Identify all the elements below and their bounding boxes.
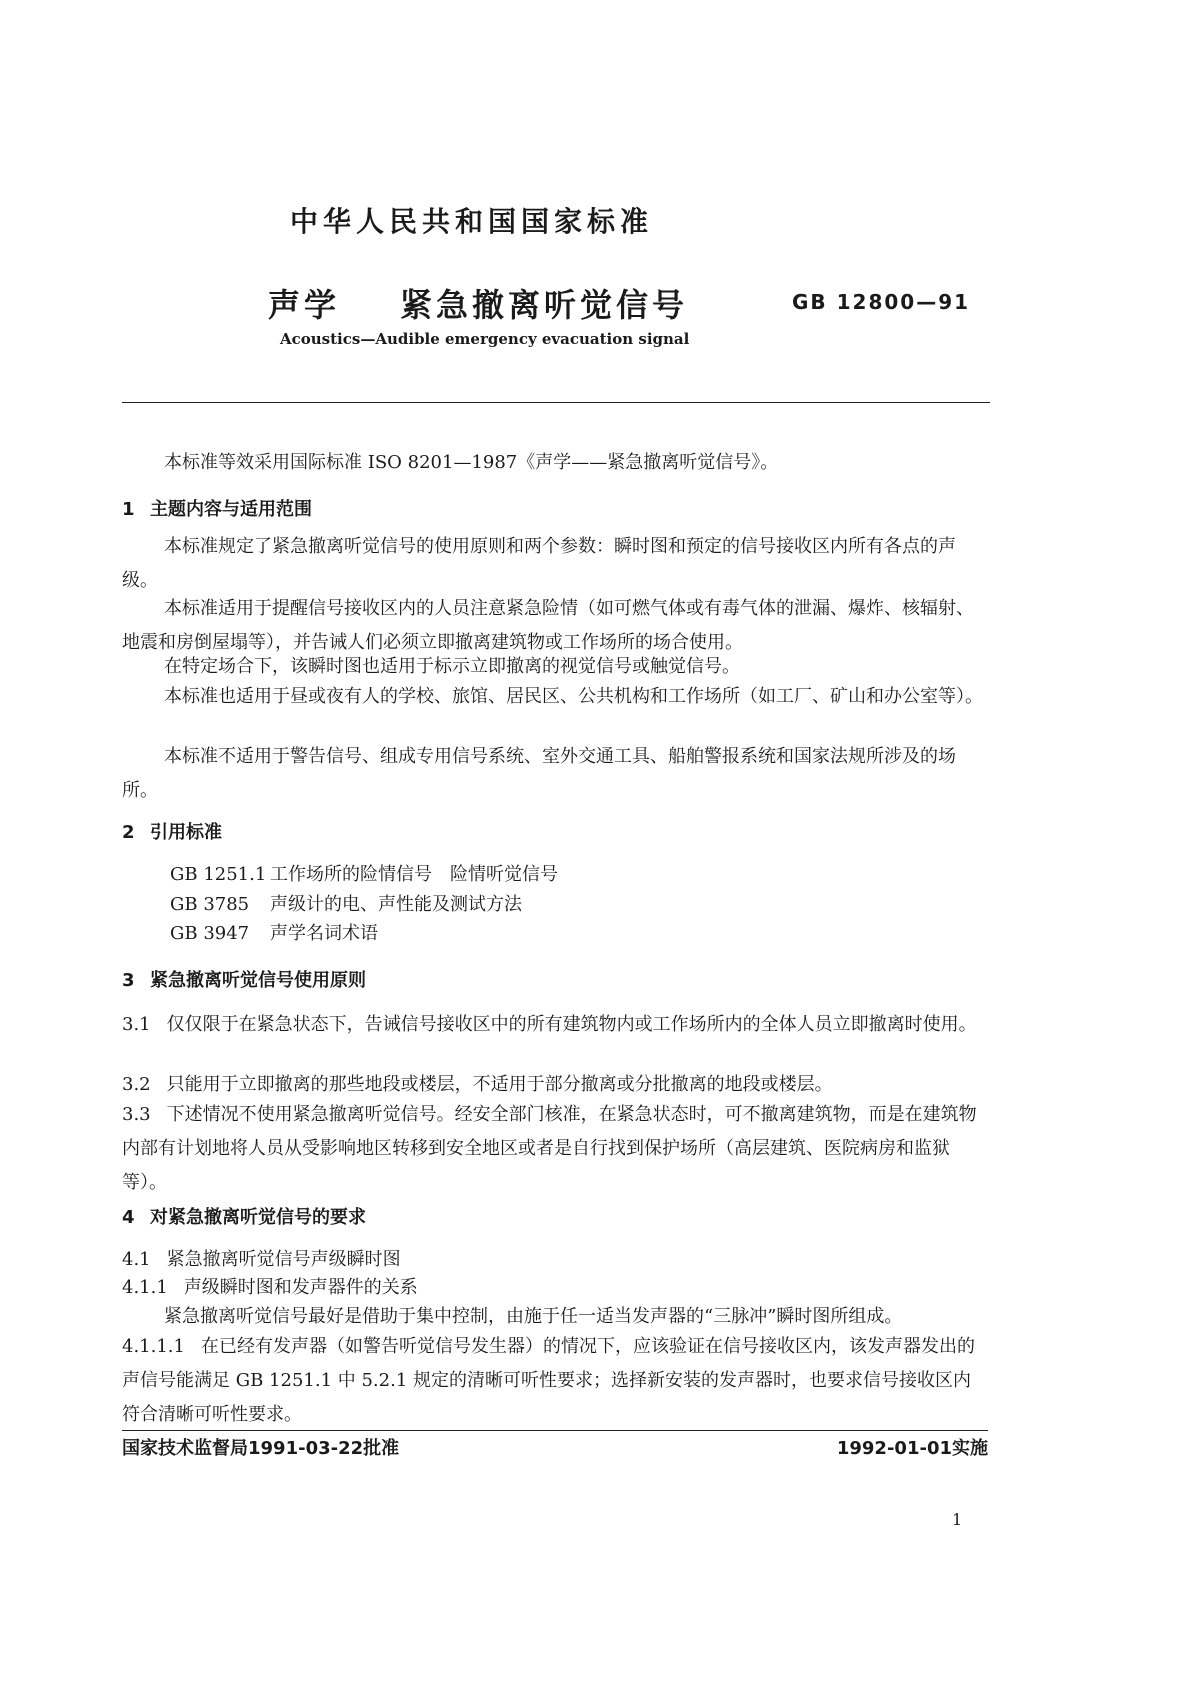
section-3-title: 紧急撤离听觉信号使用原则	[150, 970, 366, 991]
header-divider	[122, 402, 990, 403]
title-cn-part2: 紧急撤离听觉信号	[400, 286, 689, 324]
clause-4-1-1-number: 4.1.1	[122, 1277, 168, 1298]
standard-code: GB 12800—91	[792, 290, 971, 314]
clause-3-1	[122, 1008, 988, 1042]
clause-3-3-text: 下述情况不使用紧急撤离听觉信号。经安全部门核准，在紧急状态时，可不撤离建筑物，而是在建筑物内部有计划地将人员从受影响地区转移到安全地区或者是自行找到保护场所（高层建筑、医院病房和监狱等）。	[122, 1104, 977, 1193]
section-4-heading	[122, 1203, 366, 1229]
intro-paragraph: 本标准等效采用国际标准 ISO 8201—1987《声学——紧急撤离听觉信号》。	[164, 452, 779, 473]
effective-date: 1992-01-01实施	[836, 1438, 988, 1459]
section-1-number: 1	[122, 499, 135, 520]
section-4-title: 对紧急撤离听觉信号的要求	[150, 1207, 366, 1228]
clause-4-1-1-1	[122, 1330, 988, 1432]
clause-3-1-text: 仅仅限于在紧急状态下，告诫信号接收区中的所有建筑物内或工作场所内的全体人员立即撤离时使用。	[166, 1014, 977, 1035]
clause-3-3-number: 3.3	[122, 1104, 151, 1125]
section-2-heading	[122, 818, 222, 844]
clause-4-1-1-1-text: 在已经有发声器（如警告听觉信号发生器）的情况下，应该验证在信号接收区内，该发声器发出的声信号能满足 GB 1251.1 中 5.2.1 规定的清晰可听性要求；选择新安装的发声器时，也要求信号接收区内符合清晰可听性要求。	[122, 1336, 975, 1425]
reference-title: 工作场所的险情信号 险情听觉信号	[270, 864, 558, 885]
footer-divider	[122, 1430, 988, 1431]
reference-row	[170, 919, 378, 945]
section-3-number: 3	[122, 970, 135, 991]
national-standard-title: 中华人民共和国国家标准	[290, 205, 654, 238]
page-number: 1	[952, 1510, 963, 1529]
section-3-heading	[122, 966, 366, 992]
clause-4-1-1-text: 声级瞬时图和发声器件的关系	[183, 1277, 418, 1298]
section-1-paragraph-3: 在特定场合下，该瞬时图也适用于标示立即撤离的视觉信号或触觉信号。	[164, 656, 740, 677]
section-4-number: 4	[122, 1207, 135, 1228]
clause-3-1-number: 3.1	[122, 1014, 151, 1035]
section-4-body-paragraph: 紧急撤离听觉信号最好是借助于集中控制，由施于任一适当发声器的“三脉冲”瞬时图所组成。	[164, 1306, 903, 1327]
section-1-paragraph-5: 本标准不适用于警告信号、组成专用信号系统、室外交通工具、船舶警报系统和国家法规所涉及的场所。	[122, 746, 956, 801]
clause-4-1-number: 4.1	[122, 1249, 151, 1270]
clause-3-2-number: 3.2	[122, 1074, 151, 1095]
clause-4-1-text: 紧急撤离听觉信号声级瞬时图	[166, 1249, 401, 1270]
section-2-title: 引用标准	[150, 822, 222, 843]
reference-title: 声级计的电、声性能及测试方法	[270, 894, 522, 915]
section-1-paragraph-1: 本标准规定了紧急撤离听觉信号的使用原则和两个参数：瞬时图和预定的信号接收区内所有各点的声级。	[122, 536, 956, 591]
section-1-paragraph-4: 本标准也适用于昼或夜有人的学校、旅馆、居民区、公共机构和工作场所（如工厂、矿山和办公室等）。	[164, 686, 983, 707]
clause-3-2-text: 只能用于立即撤离的那些地段或楼层，不适用于部分撤离或分批撤离的地段或楼层。	[166, 1074, 833, 1095]
section-1-heading	[122, 495, 312, 521]
reference-code: GB 3785	[170, 894, 250, 915]
reference-code: GB 1251.1	[170, 864, 267, 885]
reference-row	[170, 890, 522, 916]
title-cn-part1: 声学	[268, 286, 341, 324]
reference-code: GB 3947	[170, 923, 250, 944]
reference-row	[170, 860, 558, 886]
clause-3-2	[122, 1068, 988, 1102]
clause-3-3	[122, 1098, 988, 1200]
section-2-number: 2	[122, 822, 135, 843]
title-en: Acoustics—Audible emergency evacuation signal	[280, 330, 690, 348]
reference-title: 声学名词术语	[270, 923, 378, 944]
clause-4-1-1-1-number: 4.1.1.1	[122, 1336, 185, 1357]
section-1-paragraph-2: 本标准适用于提醒信号接收区内的人员注意紧急险情（如可燃气体或有毒气体的泄漏、爆炸、核辐射、地震和房倒屋塌等），并告诫人们必须立即撤离建筑物或工作场所的场合使用。	[122, 598, 974, 653]
approval-statement: 国家技术监督局1991-03-22批准	[122, 1438, 400, 1459]
section-1-title: 主题内容与适用范围	[150, 499, 312, 520]
